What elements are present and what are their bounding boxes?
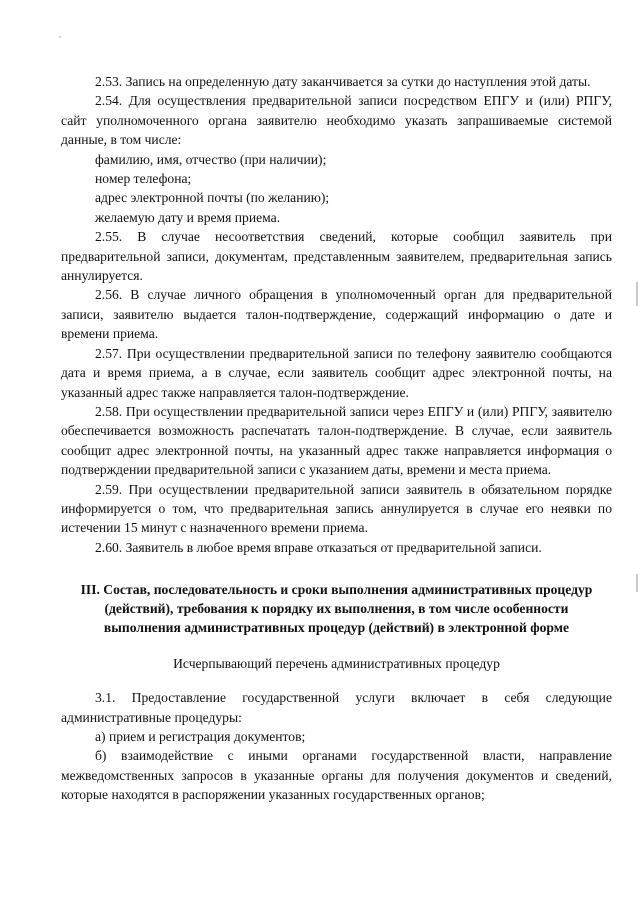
list-item: б) взаимодействие с иными органами государственной власти, направление межведомственных запросов в указанные органы для получения документов и сведений, которые находятся в распоряжении указанных государственных органов; (61, 748, 612, 803)
paragraph-2-57: 2.57. При осуществлении предварительной записи по телефону заявителю сообщаются дата и время приема, а в случае, если заявитель сообщит адрес электронной почты, на указанный адрес также направляется талон-подтверждение. (61, 345, 612, 400)
paragraph-2-60: 2.60. Заявитель в любое время вправе отказаться от предварительной записи. (95, 539, 542, 555)
scan-speck (59, 36, 61, 38)
list-item: адрес электронной почты (по желанию); (95, 190, 330, 206)
paragraph-2-55: 2.55. В случае несоответствия сведений, которые сообщил заявитель при предварительной записи, документам, представленным заявителем, предварительная запись аннулируется. (61, 229, 612, 284)
paragraph-2-58: 2.58. При осуществлении предварительной записи через ЕПГУ и (или) РПГУ, заявителю обеспечивается возможность распечатать талон-подтверждение. В случае, если заявитель сообщит адрес электронной почты, на указанный адрес также направляется информация о подтверждении предварительной записи с указанием даты, времени и места приема. (61, 403, 612, 478)
section-heading: III. Состав, последовательность и сроки выполнения административных процедур (действий), требования к порядку их выполнения, в том числе особенности выполнения административных процедур (действий) в электронной форме (80, 582, 593, 636)
list-item: а) прием и регистрация документов; (95, 728, 306, 744)
section-subheading: Исчерпывающий перечень административных процедур (173, 656, 500, 672)
paragraph-2-59: 2.59. При осуществлении предварительной записи заявитель в обязательном порядке информируется о том, что предварительная запись аннулируется в случае его неявки по истечении 15 минут с назначенного времени приема. (61, 481, 612, 536)
list-item: желаемую дату и время приема. (95, 209, 281, 225)
scan-edge-mark (636, 282, 638, 306)
paragraph-2-56: 2.56. В случае личного обращения в уполномоченный орган для предварительной записи, заявителю выдается талон-подтверждение, содержащий информацию о дате и времени приема. (61, 287, 612, 342)
paragraph-2-53: 2.53. Запись на определенную дату заканчивается за сутки до наступления этой даты. (95, 74, 591, 89)
scan-edge-mark (636, 574, 638, 592)
paragraph-2-54: 2.54. Для осуществления предварительной записи посредством ЕПГУ и (или) РПГУ, сайт уполномоченного органа заявителю необходимо указать запрашиваемые системой данные, в том числе: (61, 93, 612, 148)
list-item: фамилию, имя, отчество (при наличии); (95, 151, 327, 167)
paragraph-3-1: 3.1. Предоставление государственной услуги включает в себя следующие административные процедуры: (61, 690, 612, 725)
document-body (61, 72, 612, 805)
list-item: номер телефона; (95, 171, 192, 187)
